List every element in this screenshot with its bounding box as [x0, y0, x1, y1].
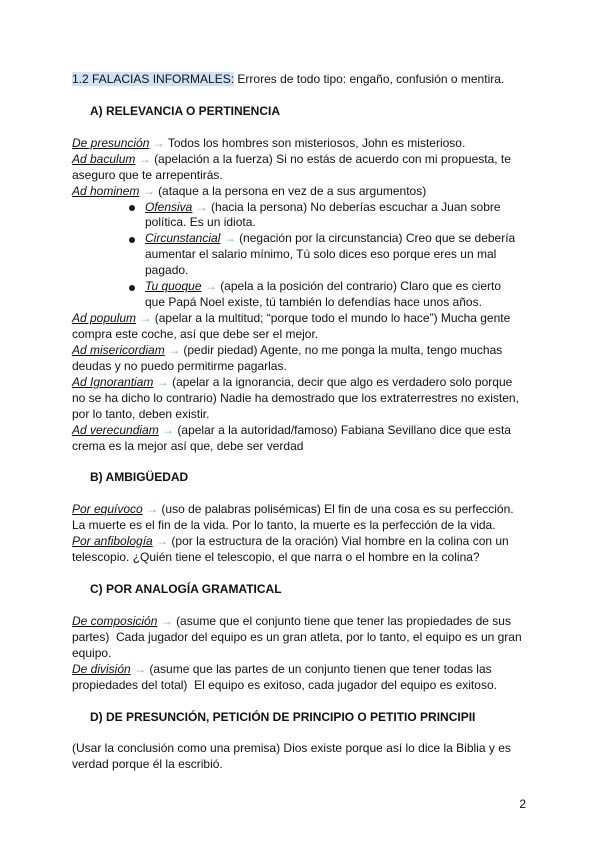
fallacy-term: De división	[72, 661, 131, 676]
arrow-icon: →	[146, 502, 159, 517]
entry-line	[145, 200, 542, 216]
fallacy-term: Por anfibología	[72, 534, 153, 549]
fallacy-term: Por equívoco	[72, 502, 143, 517]
bullet-icon	[129, 285, 135, 291]
subtype-item	[145, 279, 542, 311]
arrow-icon: →	[156, 374, 169, 389]
fallacy-term: Ad verecundiam	[72, 422, 159, 437]
fallacy-term: Ad baculum	[72, 151, 136, 166]
fallacy-term: Ad Ignorantiam	[72, 374, 154, 389]
entry-text: (hacia la persona) No deberías escuchar a Juan sobre	[211, 199, 501, 214]
arrow-icon: →	[152, 135, 165, 150]
fallacy-entry	[72, 614, 542, 662]
fallacy-entry	[72, 534, 542, 566]
fallacy-term: Ofensiva	[145, 199, 193, 214]
entry-text: propiedades del total) El equipo es exitoso, cada jugador del equipo es exitoso.	[72, 677, 497, 692]
entry-text: (asume que las partes de un conjunto tienen que tener todas las	[149, 661, 492, 676]
arrow-icon: →	[204, 279, 217, 294]
entry-line	[72, 311, 542, 327]
highlighted-chapter-title: 1.2 FALACIAS INFORMALES:	[72, 72, 235, 86]
fallacy-entry	[72, 423, 542, 455]
entry-text: (pedir piedad) Agente, no me ponga la multa, tengo muchas	[183, 342, 503, 357]
chapter-heading-line	[72, 72, 542, 88]
entry-text: La muerte es el fin de la vida. Por lo tanto, la muerte es la perfección de la vida.	[72, 518, 496, 533]
arrow-icon: →	[142, 183, 155, 198]
fallacy-entry	[72, 136, 542, 152]
entry-text: (uso de palabras polisémicas) El fin de una cosa es su perfección.	[161, 502, 514, 517]
entry-text: (apelar a la autoridad/famoso) Fabiana Sevillano dice que esta	[177, 422, 511, 437]
entry-text: pagado.	[145, 263, 189, 278]
section-title: D) DE PRESUNCIÓN, PETICIÓN DE PRINCIPIO O PETITIO PRINCIPII	[90, 709, 476, 724]
arrow-icon: →	[195, 199, 208, 214]
bullet-icon	[129, 237, 135, 243]
entry-text: (por la estructura de la oración) Vial hombre en la colina con un	[171, 534, 509, 549]
entry-line	[72, 343, 542, 359]
page-content	[72, 72, 542, 773]
fallacy-entry	[72, 375, 542, 423]
chapter-description: Errores de todo tipo: engaño, confusión o mentira.	[237, 72, 505, 86]
page-number: 2	[519, 797, 526, 811]
entry-line	[72, 375, 542, 391]
fallacy-term: Tu quoque	[145, 279, 202, 294]
section-ambiguedad	[72, 470, 542, 566]
entry-text: (asume que el conjunto tiene que tener las propiedades de sus	[176, 613, 511, 628]
fallacy-term: De presunción	[72, 135, 150, 150]
section-relevancia	[72, 104, 542, 455]
entry-text: compra este coche, así que debe ser el mejor.	[72, 327, 319, 341]
fallacy-entry	[72, 502, 542, 534]
entry-text: telescopio. ¿Quién tiene el telescopio, el que narra o el hombre en la colina?	[72, 550, 480, 565]
paragraph-line: (Usar la conclusión como una premisa) Dios existe porque así lo dice la Biblia y es	[72, 741, 511, 756]
arrow-icon: →	[162, 422, 175, 437]
bullet-icon	[129, 205, 135, 211]
fallacy-entry	[72, 152, 542, 184]
entry-text: partes) Cada jugador del equipo es un gran atleta, por lo tanto, el equipo es un gran	[72, 629, 522, 644]
arrow-icon: →	[156, 534, 169, 549]
entry-line	[72, 136, 542, 152]
fallacy-entry	[72, 662, 542, 694]
entry-line	[145, 231, 542, 247]
fallacy-term: Circunstancial	[145, 231, 221, 246]
fallacy-entry	[72, 343, 542, 375]
subtype-item	[145, 200, 542, 232]
paragraph-line: verdad porque él la escribió.	[72, 757, 223, 772]
arrow-icon: →	[168, 342, 181, 357]
section-title: B) AMBIGÜEDAD	[90, 470, 189, 485]
entry-text: no se ha dicho lo contrario) Nadie ha demostrado que los extraterrestres no existen,	[72, 390, 519, 405]
entry-line	[72, 662, 542, 678]
entry-line	[72, 423, 542, 439]
fallacy-term: Ad misericordiam	[72, 342, 165, 357]
entry-text: política. Es un idiota.	[145, 215, 256, 230]
fallacy-entry	[72, 184, 542, 312]
entry-text: aumentar el salario mínimo, Tú solo dices eso porque eres un mal	[145, 247, 497, 262]
entry-text: por lo tanto, deben existir.	[72, 406, 210, 421]
entry-text: (negación por la circunstancia) Creo que se debería	[239, 231, 516, 246]
entry-text: que Papá Noel existe, tú también lo defendías hace unos años.	[145, 295, 482, 310]
entry-text: (apelar a la multitud; “porque todo el mundo lo hace”) Mucha gente	[154, 311, 511, 326]
entry-text: deudas y no puedo permitirme pagarlas.	[72, 358, 287, 373]
fallacy-term: De composición	[72, 613, 158, 628]
entry-text: (ataque a la persona en vez de a sus argumentos)	[158, 183, 427, 198]
entry-text: (apelación a la fuerza) Si no estás de acuerdo con mi propuesta, te	[154, 151, 511, 166]
section-title: C) POR ANALOGÍA GRAMATICAL	[90, 582, 282, 596]
fallacy-entry	[72, 311, 542, 343]
arrow-icon: →	[138, 151, 151, 166]
entry-line	[145, 279, 542, 295]
entry-line	[72, 614, 542, 630]
entry-text: (apelar a la ignorancia, decir que algo es verdadero solo porque	[172, 374, 513, 389]
entry-text: (apela a la posición del contrario) Claro que es cierto	[220, 279, 502, 294]
section-peticion-de-principio	[72, 710, 542, 774]
arrow-icon: →	[223, 231, 236, 246]
entry-line	[72, 152, 542, 168]
entry-line	[72, 184, 542, 200]
entry-text: aseguro que te arrepentirás.	[72, 167, 223, 182]
entry-text: equipo.	[72, 645, 112, 660]
section-analogia-gramatical	[72, 582, 542, 694]
section-title: A) RELEVANCIA O PERTINENCIA	[90, 103, 281, 118]
fallacy-term: Ad populum	[72, 311, 137, 326]
subtype-list	[72, 200, 542, 312]
entry-text: Todos los hombres son misteriosos, John es misterioso.	[167, 135, 466, 150]
fallacy-term: Ad hominem	[72, 183, 140, 198]
arrow-icon: →	[134, 661, 147, 676]
entry-line	[72, 502, 542, 518]
entry-text: crema es la mejor así que, debe ser verdad	[72, 438, 304, 453]
subtype-item	[145, 231, 542, 279]
arrow-icon: →	[139, 311, 152, 326]
arrow-icon: →	[160, 613, 173, 628]
entry-line	[72, 534, 542, 550]
